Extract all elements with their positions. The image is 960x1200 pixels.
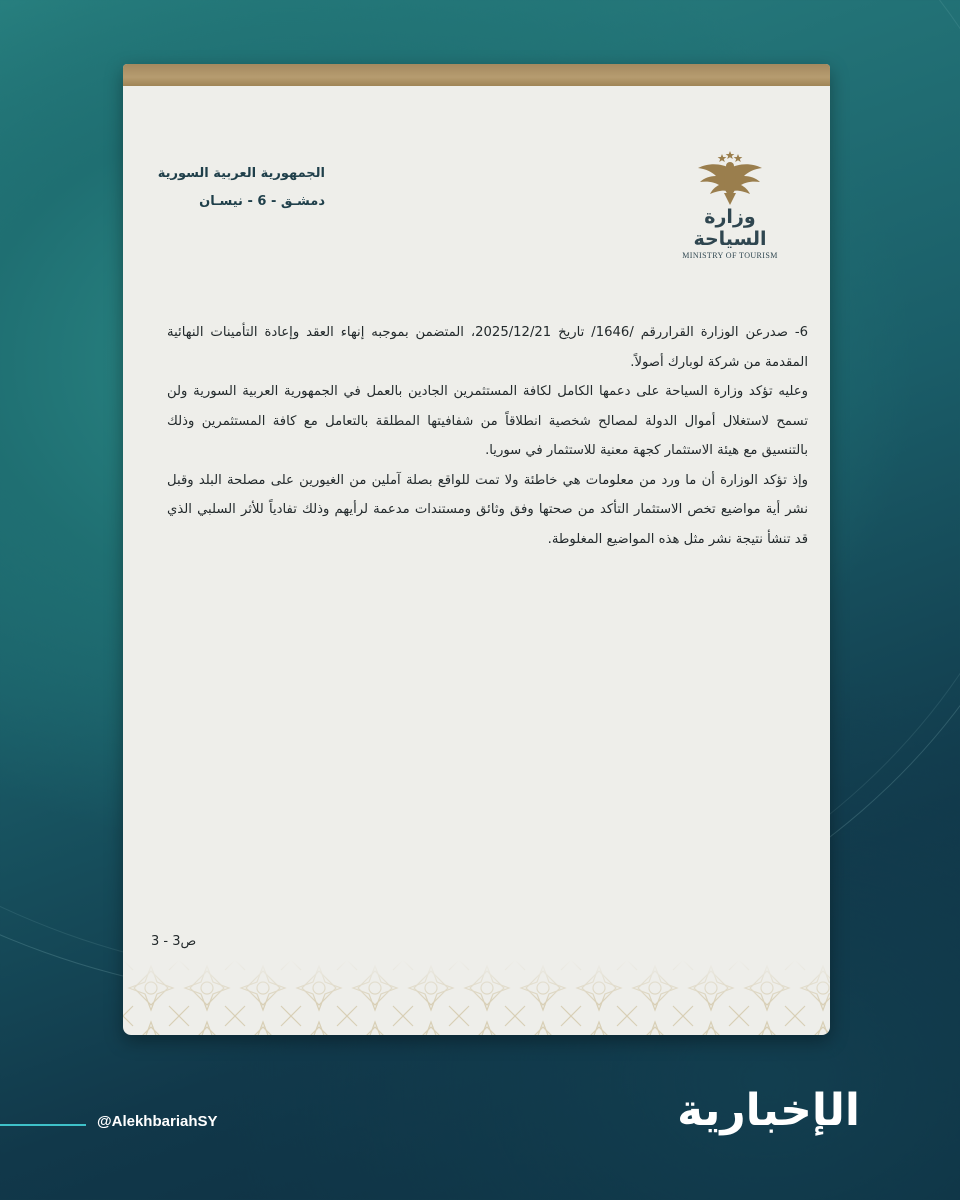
letter-body bbox=[167, 318, 808, 554]
page-number: ص3 - 3 bbox=[151, 934, 197, 949]
paragraph-item-6: 6- صدرعن الوزارة القراررقم /1646/ تاريخ 2025/12/21، المتضمن بموجبه إنهاء العقد وإعادة التأمينات النهائية المقدمة من شركة لوبارك أصولاً. bbox=[167, 325, 808, 370]
place-date: دمشـق - 6 - نيسـان bbox=[199, 194, 325, 209]
letter-paper bbox=[123, 64, 830, 1035]
decorative-pattern bbox=[123, 960, 830, 1035]
accent-line bbox=[0, 1124, 86, 1126]
ministry-name-arabic: وزارة السياحة bbox=[693, 206, 767, 250]
brand-logo: الإخبارية bbox=[677, 1085, 860, 1136]
paper-top-band bbox=[123, 64, 830, 86]
paragraph-confirmation: وإذ تؤكد الوزارة أن ما ورد من معلومات هي خاطئة ولا تمت للواقع بصلة آملين من الغيورين على مصلحة البلد وقبل نشر أية مواضيع تخص الاستثمار التأكد من صحتها وفق وثائق ومستندات مدعمة لرأيهم وذلك تفادياً للأثر السلبي الذي قد تنشأ نتيجة نشر مثل هذه المواضيع المغلوطة. bbox=[167, 472, 808, 547]
letter-header bbox=[155, 166, 325, 209]
ministry-logo bbox=[680, 150, 780, 260]
country-name: الجمهورية العربية السورية bbox=[157, 166, 325, 181]
social-handle[interactable]: @AlekhbariahSY bbox=[97, 1113, 218, 1130]
paper-top-edge bbox=[123, 86, 830, 100]
ministry-name-english: MINISTRY OF TOURISM bbox=[682, 251, 778, 260]
paragraph-support: وعليه تؤكد وزارة السياحة على دعمها الكامل لكافة المستثمرين الجادين بالعمل في الجمهورية العربية السورية ولن تسمح لاستغلال أموال الدولة لمصالح شخصية انطلاقاً من شفافيتها المطلقة بالتعامل مع كافة المستثمرين وذلك بالتنسيق مع هيئة الاستثمار كجهة معنية للاستثمار في سوريا. bbox=[167, 384, 808, 458]
eagle-emblem-icon bbox=[694, 150, 766, 206]
